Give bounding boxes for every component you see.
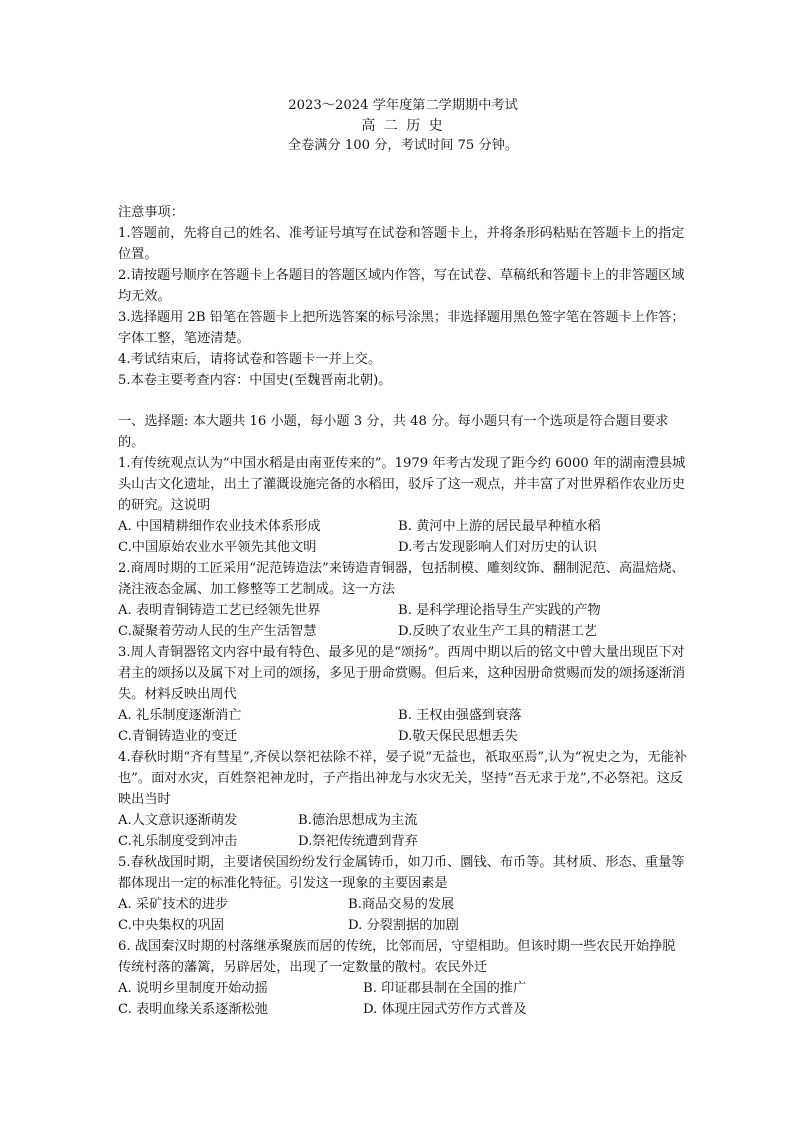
exam-header: [118, 96, 688, 156]
option-d: D.敬天保民思想丢失: [398, 729, 518, 744]
note-item: 3.选择题用 2B 铅笔在答题卡上把所选答案的标号涂黑；非选择题用黑色签字笔在答题卡上作答；字体工整，笔迹清楚。: [118, 310, 685, 346]
option-c: C.青铜铸造业的变迁: [118, 729, 238, 744]
option-c: C.中央集权的巩固: [118, 918, 225, 933]
question-3: [118, 642, 688, 747]
section-heading: 一、选择题: 本大题共 16 小题，每小题 3 分，共 48 分。每小题只有一个选项是符合题目要求的。: [118, 414, 669, 450]
option-c: C. 表明血缘关系逐渐松弛: [118, 1002, 268, 1017]
option-d: D. 体现庄园式劳作方式普及: [363, 1002, 527, 1017]
question-1: [118, 453, 688, 558]
option-a: A. 说明乡里制度开始动摇: [118, 981, 268, 996]
option-a: A. 采矿技术的进步: [118, 897, 229, 912]
question-stem: 5.春秋战国时期，主要诸侯国纷纷发行金属铸币，如刀币、圜钱、布币等。其材质、形态、重量等都体现出一定的标准化特征。引发这一现象的主要因素是: [118, 855, 685, 891]
option-c: C.中国原始农业水平领先其他文明: [118, 540, 317, 555]
option-b: B.商品交易的发展: [348, 897, 455, 912]
option-a: A.人文意识逐渐萌发: [118, 813, 238, 828]
option-d: D. 分裂割据的加剧: [348, 918, 459, 933]
option-b: B. 是科学理论指导生产实践的产物: [398, 603, 601, 618]
option-b: B. 黄河中上游的居民最早种植水稻: [398, 519, 601, 534]
question-2: [118, 558, 688, 642]
subject-title: 高 二 历 史: [361, 118, 445, 134]
note-item: 4.考试结束后，请将试卷和答题卡一并上交。: [118, 352, 382, 367]
exam-title: 2023～2024 学年度第二学期期中考试: [288, 98, 518, 113]
question-stem: 2.商周时期的工匠采用“泥范铸造法”来铸造青铜器，包括制模、雕刻纹饰、翻制泥范、高温焙烧、浇注液态金属、加工修整等工艺制成。这一方法: [118, 561, 685, 597]
exam-info: 全卷满分 100 分，考试时间 75 分钟。: [287, 138, 519, 153]
option-a: A. 表明青铜铸造工艺已经领先世界: [118, 603, 321, 618]
option-c: C.凝聚着劳动人民的生产生活智慧: [118, 624, 317, 639]
note-item: 5.本卷主要考查内容：中国史(至魏晋南北朝)。: [118, 373, 392, 388]
option-b: B. 王权由强盛到衰落: [398, 708, 522, 723]
question-stem: 3.周人青铜器铭文内容中最有特色、最多见的是“颂扬”。西周中期以后的铭文中曾大量出现臣下对君主的颂扬以及属下对上司的颂扬，多见于册命赏赐。但后来，这种因册命赏赐而发的颂扬逐渐消失。材料反映出周代: [118, 645, 686, 702]
option-c: C.礼乐制度受到冲击: [118, 834, 238, 849]
option-a: A. 中国精耕细作农业技术体系形成: [118, 519, 321, 534]
note-item: 1.答题前，先将自己的姓名、准考证号填写在试卷和答题卡上，并将条形码粘贴在答题卡上的指定位置。: [118, 226, 685, 262]
question-stem: 1.有传统观点认为“中国水稻是由南亚传来的”。1979 年考古发现了距今约 6000 年的湖南澧县城头山古文化遗址，出土了灌溉设施完备的水稻田，驳斥了这一观点，并丰富了对世界稻作农业历史的研究。这说明: [118, 456, 686, 513]
option-d: D.反映了农业生产工具的精湛工艺: [398, 624, 597, 639]
exam-page: [118, 96, 688, 1020]
question-6: [118, 936, 688, 1020]
question-stem: 6. 战国秦汉时期的村落继承聚族而居的传统，比邻而居，守望相助。但该时期一些农民开始挣脱传统村落的藩篱，另辟居处，出现了一定数量的散村。农民外迁: [118, 939, 676, 975]
option-a: A. 礼乐制度逐渐消亡: [118, 708, 242, 723]
option-d: D.祭祀传统遭到背弃: [298, 834, 418, 849]
option-d: D.考古发现影响人们对历史的认识: [398, 540, 597, 555]
question-5: [118, 852, 688, 936]
question-4: [118, 747, 688, 852]
option-b: B. 印证郡县制在全国的推广: [363, 981, 527, 996]
note-item: 2.请按题号顺序在答题卡上各题目的答题区域内作答，写在试卷、草稿纸和答题卡上的非答题区域均无效。: [118, 268, 685, 304]
option-b: B.德治思想成为主流: [298, 813, 418, 828]
notes-heading: 注意事项：: [118, 205, 184, 220]
questions-section: [118, 411, 688, 1020]
notes-block: [118, 202, 688, 391]
question-stem: 4.春秋时期“齐有彗星”,齐侯以祭祀祛除不祥，晏子说“无益也，祇取巫焉”,认为“祝史之为，无能补也”。面对水灾，百姓祭祀神龙时，子产指出神龙与水灾无关，坚持“吾无求于龙”,不必祭祀。这反映出当时: [118, 750, 687, 807]
